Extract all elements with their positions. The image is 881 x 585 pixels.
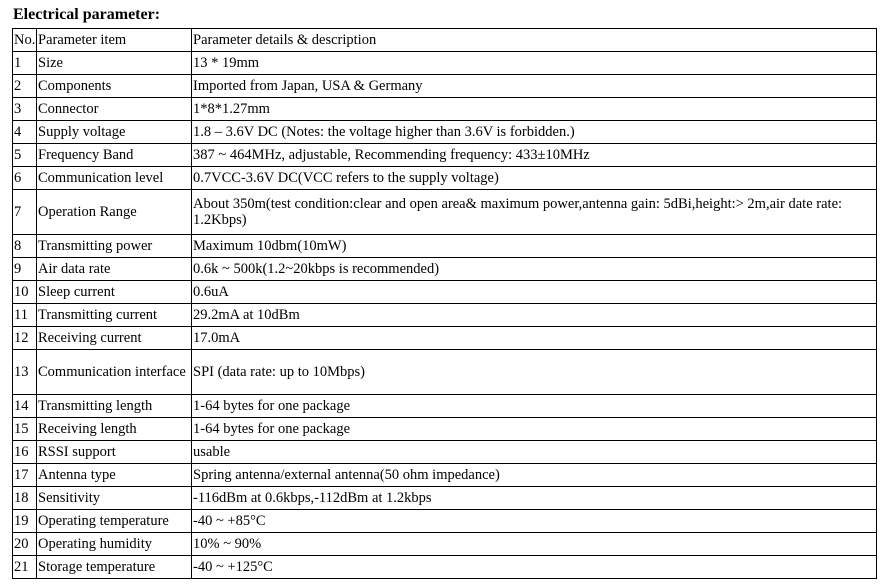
row-number: 2 [13, 75, 37, 98]
row-number: 9 [13, 258, 37, 281]
table-row [13, 235, 877, 258]
table-row [13, 98, 877, 121]
parameter-item: Sleep current [37, 281, 192, 304]
table-row [13, 395, 877, 418]
row-number: 14 [13, 395, 37, 418]
parameter-item: Air data rate [37, 258, 192, 281]
row-number: 1 [13, 52, 37, 75]
parameter-item: Operating humidity [37, 533, 192, 556]
table-row [13, 487, 877, 510]
parameter-detail: -40 ~ +85°C [192, 510, 877, 533]
table-row [13, 258, 877, 281]
table-row [13, 350, 877, 395]
parameter-detail: 1*8*1.27mm [192, 98, 877, 121]
parameter-item: Transmitting length [37, 395, 192, 418]
table-row [13, 304, 877, 327]
parameter-detail: 13 * 19mm [192, 52, 877, 75]
parameter-detail: 0.6uA [192, 281, 877, 304]
row-number: 7 [13, 190, 37, 235]
header-parameter-details: Parameter details & description [192, 29, 877, 52]
parameter-item: Size [37, 52, 192, 75]
parameter-item: Operating temperature [37, 510, 192, 533]
table-row [13, 533, 877, 556]
row-number: 6 [13, 167, 37, 190]
parameter-detail: 387 ~ 464MHz, adjustable, Recommending frequency: 433±10MHz [192, 144, 877, 167]
parameter-item: Receiving length [37, 418, 192, 441]
table-row [13, 75, 877, 98]
parameter-detail: Spring antenna/external antenna(50 ohm impedance) [192, 464, 877, 487]
table-row [13, 144, 877, 167]
parameter-detail: -40 ~ +125°C [192, 556, 877, 579]
parameter-item: Storage temperature [37, 556, 192, 579]
parameter-item: Antenna type [37, 464, 192, 487]
row-number: 10 [13, 281, 37, 304]
header-no: No. [13, 29, 37, 52]
row-number: 17 [13, 464, 37, 487]
parameter-detail: 0.7VCC-3.6V DC(VCC refers to the supply voltage) [192, 167, 877, 190]
parameter-detail: SPI (data rate: up to 10Mbps) [192, 350, 877, 395]
parameter-detail: 29.2mA at 10dBm [192, 304, 877, 327]
row-number: 21 [13, 556, 37, 579]
row-number: 4 [13, 121, 37, 144]
parameter-item: Communication interface [37, 350, 192, 395]
page-title: Electrical parameter: [13, 6, 161, 23]
row-number: 12 [13, 327, 37, 350]
parameter-detail: 1-64 bytes for one package [192, 395, 877, 418]
parameter-item: Receiving current [37, 327, 192, 350]
parameter-item: Sensitivity [37, 487, 192, 510]
row-number: 3 [13, 98, 37, 121]
row-number: 20 [13, 533, 37, 556]
parameter-item: Operation Range [37, 190, 192, 235]
table-row [13, 464, 877, 487]
table-row [13, 52, 877, 75]
table-row [13, 556, 877, 579]
row-number: 15 [13, 418, 37, 441]
parameter-item: Frequency Band [37, 144, 192, 167]
table-row [13, 190, 877, 235]
parameter-item: Communication level [37, 167, 192, 190]
parameter-item: Transmitting power [37, 235, 192, 258]
row-number: 18 [13, 487, 37, 510]
header-parameter-item: Parameter item [37, 29, 192, 52]
table-header-row [13, 29, 877, 52]
parameter-detail: About 350m(test condition:clear and open area& maximum power,antenna gain: 5dBi,height:> 2m,air date rate: 1.2Kbps) [192, 190, 877, 235]
parameter-item: Transmitting current [37, 304, 192, 327]
parameter-detail: 17.0mA [192, 327, 877, 350]
row-number: 13 [13, 350, 37, 395]
parameter-item: Components [37, 75, 192, 98]
table-row [13, 327, 877, 350]
row-number: 11 [13, 304, 37, 327]
parameter-detail: -116dBm at 0.6kbps,-112dBm at 1.2kbps [192, 487, 877, 510]
parameter-detail: 1-64 bytes for one package [192, 418, 877, 441]
table-row [13, 167, 877, 190]
table-row [13, 441, 877, 464]
row-number: 5 [13, 144, 37, 167]
row-number: 8 [13, 235, 37, 258]
table-row [13, 418, 877, 441]
parameter-detail: usable [192, 441, 877, 464]
parameter-detail: 1.8 – 3.6V DC (Notes: the voltage higher than 3.6V is forbidden.) [192, 121, 877, 144]
table-row [13, 281, 877, 304]
parameter-item: Supply voltage [37, 121, 192, 144]
parameter-detail: 10% ~ 90% [192, 533, 877, 556]
parameter-detail: 0.6k ~ 500k(1.2~20kbps is recommended) [192, 258, 877, 281]
parameter-table [12, 28, 877, 579]
table-row [13, 510, 877, 533]
table-row [13, 121, 877, 144]
parameter-detail: Imported from Japan, USA & Germany [192, 75, 877, 98]
parameter-item: Connector [37, 98, 192, 121]
parameter-item: RSSI support [37, 441, 192, 464]
row-number: 16 [13, 441, 37, 464]
parameter-detail: Maximum 10dbm(10mW) [192, 235, 877, 258]
row-number: 19 [13, 510, 37, 533]
